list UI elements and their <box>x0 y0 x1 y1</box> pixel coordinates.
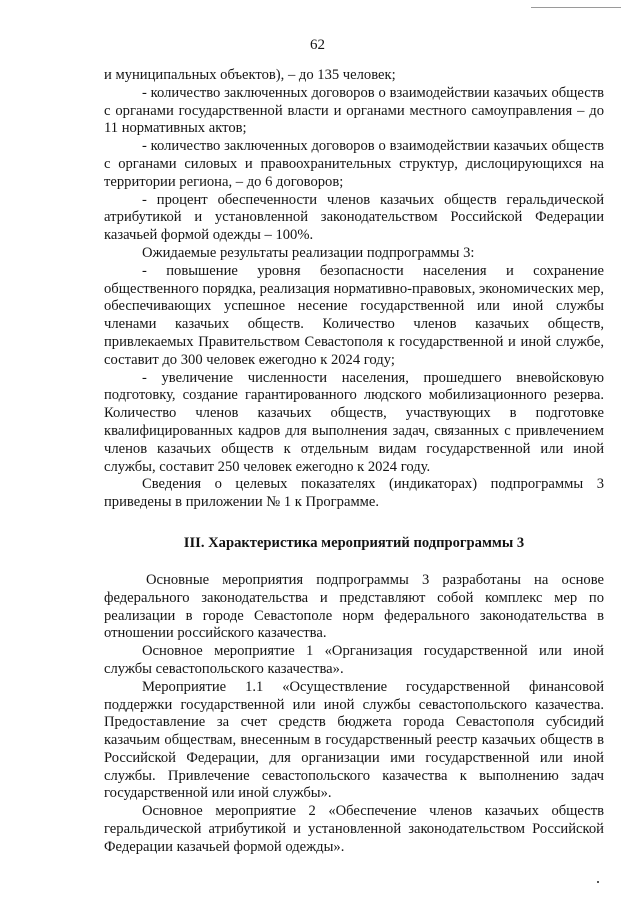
document-body <box>104 67 604 857</box>
paragraph-main-measures: Основные мероприятия подпрограммы 3 разработаны на основе федерального законодательства и представляют собой комплекс мер по реализации в городе Севастополе норм федерального законодательства в отношении российского казачества. <box>104 571 604 642</box>
list-item-security-level: - повышение уровня безопасности населения и сохранение общественного порядка, реализация нормативно-правовых, экономических мер, обеспечивающих успешное несение государственной или иной службы членами казачьих обществ. Количество членов казачьих обществ, привлекаемых Правительством Севастополя к государственной и иной службе, составит до 300 человек ежегодно к 2024 году; <box>104 262 604 368</box>
paragraph-main-measure-2: Основное мероприятие 2 «Обеспечение членов казачьих обществ геральдической атрибутикой и установленной законодательством Российской Федерации казачьей формой одежды». <box>104 803 604 855</box>
paragraph-target-indicators: Сведения о целевых показателях (индикаторах) подпрограммы 3 приведены в приложении № 1 к Программе. <box>104 476 604 511</box>
section-heading: III. Характеристика мероприятий подпрограммы 3 <box>183 534 525 551</box>
list-item-population-training: - увеличение численности населения, прошедшего вневойсковую подготовку, создание гарантированного людского мобилизационного резерва. Количество членов казачьих обществ, участвующих в подготовке квалифицированных кадров для выполнения задач, связанных с привлечением членов казачьих обществ к отдельным видам государственной или иной службы, составит 250 человек ежегодно к 2024 году. <box>104 369 604 475</box>
page-number: 62 <box>310 37 325 53</box>
list-item-agreements-authorities: - количество заключенных договоров о взаимодействии казачьих обществ с органами государственной власти и органами местного самоуправления – до 11 нормативных актов; <box>104 84 604 137</box>
scan-dot <box>597 881 599 883</box>
paragraph-measure-1-1: Мероприятие 1.1 «Осуществление государственной финансовой поддержки государственной или иной службы севастопольского казачества. Предоставление за счет средств бюджета города Севастополя субсидий казачьим обществам, внесенным в государственный реестр казачьих обществ в Российской Федерации, для организации ими государственной или иной службы. Привлечение севастопольского казачества к выполнению задач государственной или иной службы». <box>104 678 604 802</box>
list-item-uniform-percent: - процент обеспеченности членов казачьих обществ геральдической атрибутикой и установленной законодательством Российской Федерации казачьей формой одежды – 100%. <box>104 191 604 244</box>
top-right-rule <box>531 7 621 8</box>
list-item-agreements-security: - количество заключенных договоров о взаимодействии казачьих обществ с органами силовых и правоохранительных структур, дислоцирующихся на территории региона, – до 6 договоров; <box>104 138 604 190</box>
paragraph-continuation: и муниципальных объектов), – до 135 человек; <box>104 67 396 83</box>
paragraph-main-measure-1: Основное мероприятие 1 «Организация государственной или иной службы севастопольского казачества». <box>104 643 604 677</box>
paragraph-expected-results: Ожидаемые результаты реализации подпрограммы 3: <box>142 244 475 261</box>
